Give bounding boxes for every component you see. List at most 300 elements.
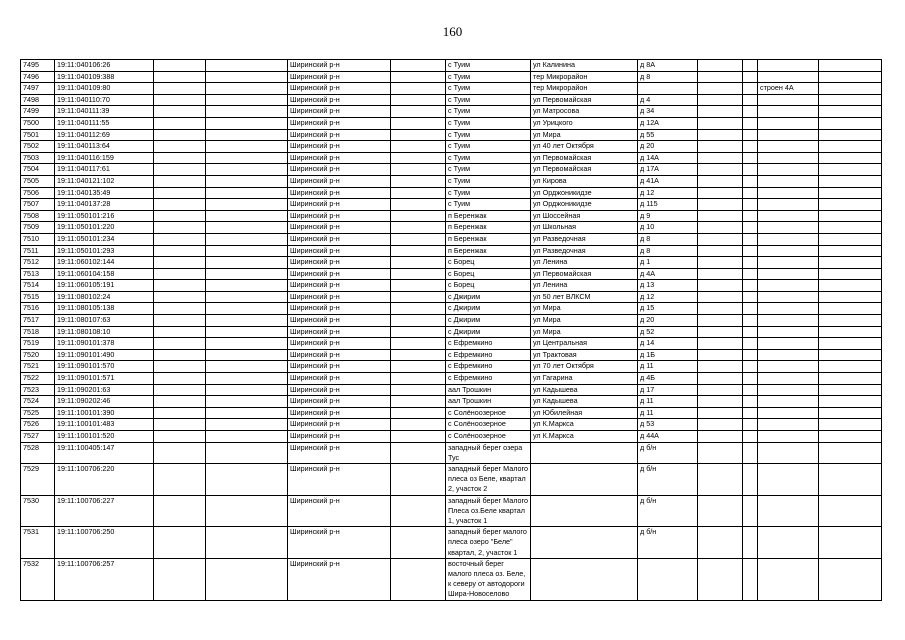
- empty-cell: [743, 175, 758, 187]
- empty-cell: [743, 349, 758, 361]
- street: [531, 558, 638, 600]
- empty-cell: [819, 464, 882, 496]
- empty-cell: [819, 442, 882, 463]
- street: [531, 495, 638, 527]
- empty-cell: [819, 527, 882, 559]
- empty-cell: [819, 94, 882, 106]
- empty-cell: [698, 464, 743, 496]
- building: [758, 495, 819, 527]
- street: ул Разведочная: [531, 233, 638, 245]
- house: д 11: [638, 361, 698, 373]
- empty-cell: [819, 222, 882, 234]
- table-row: [21, 384, 882, 396]
- district: Ширинский р-н: [288, 361, 391, 373]
- empty-cell: [819, 245, 882, 257]
- locality: с Джирим: [446, 291, 531, 303]
- empty-cell: [819, 233, 882, 245]
- cadastral-number: 19:11:080108:10: [55, 326, 154, 338]
- row-number: 7514: [21, 280, 55, 292]
- cadastral-number: 19:11:040110:70: [55, 94, 154, 106]
- empty-cell: [154, 210, 206, 222]
- empty-cell: [154, 175, 206, 187]
- row-number: 7513: [21, 268, 55, 280]
- empty-cell: [698, 210, 743, 222]
- street: [531, 442, 638, 463]
- street: ул Ленина: [531, 257, 638, 269]
- empty-cell: [154, 268, 206, 280]
- empty-cell: [154, 141, 206, 153]
- empty-cell: [391, 338, 446, 350]
- empty-cell: [743, 527, 758, 559]
- empty-cell: [391, 164, 446, 176]
- empty-cell: [743, 326, 758, 338]
- table-row: [21, 141, 882, 153]
- empty-cell: [698, 442, 743, 463]
- table-row: [21, 280, 882, 292]
- street: ул К.Маркса: [531, 419, 638, 431]
- building: [758, 233, 819, 245]
- house: д 10: [638, 222, 698, 234]
- table-row: [21, 527, 882, 559]
- empty-cell: [206, 419, 288, 431]
- house: д 17А: [638, 164, 698, 176]
- row-number: 7532: [21, 558, 55, 600]
- empty-cell: [154, 129, 206, 141]
- building: [758, 349, 819, 361]
- cadastral-number: 19:11:060102:144: [55, 257, 154, 269]
- empty-cell: [391, 141, 446, 153]
- locality: с Борец: [446, 268, 531, 280]
- house: д 52: [638, 326, 698, 338]
- district: Ширинский р-н: [288, 164, 391, 176]
- table-row: [21, 303, 882, 315]
- street: [531, 464, 638, 496]
- house: д 13: [638, 280, 698, 292]
- building: [758, 338, 819, 350]
- cadastral-number: 19:11:040111:55: [55, 117, 154, 129]
- empty-cell: [743, 280, 758, 292]
- locality: с Ефремкино: [446, 338, 531, 350]
- locality: с Ефремкино: [446, 361, 531, 373]
- empty-cell: [206, 152, 288, 164]
- empty-cell: [819, 268, 882, 280]
- house: д 17: [638, 384, 698, 396]
- street: ул Орджоникидзе: [531, 187, 638, 199]
- house: д б/н: [638, 442, 698, 463]
- empty-cell: [391, 384, 446, 396]
- empty-cell: [819, 117, 882, 129]
- empty-cell: [819, 326, 882, 338]
- street: ул Матросова: [531, 106, 638, 118]
- empty-cell: [743, 94, 758, 106]
- house: д 12: [638, 291, 698, 303]
- locality: с Солёноозерное: [446, 431, 531, 443]
- locality: западный берег Малого плеса оз Беле, квартал 2, участок 2: [446, 464, 531, 496]
- empty-cell: [391, 407, 446, 419]
- cadastral-number: 19:11:100706:220: [55, 464, 154, 496]
- row-number: 7523: [21, 384, 55, 396]
- house: д 12: [638, 187, 698, 199]
- district: Ширинский р-н: [288, 527, 391, 559]
- empty-cell: [206, 527, 288, 559]
- table-row: [21, 361, 882, 373]
- district: Ширинский р-н: [288, 303, 391, 315]
- row-number: 7527: [21, 431, 55, 443]
- empty-cell: [206, 222, 288, 234]
- building: [758, 291, 819, 303]
- empty-cell: [743, 60, 758, 72]
- empty-cell: [206, 60, 288, 72]
- empty-cell: [698, 291, 743, 303]
- house: [638, 558, 698, 600]
- empty-cell: [206, 291, 288, 303]
- empty-cell: [819, 349, 882, 361]
- empty-cell: [154, 245, 206, 257]
- empty-cell: [154, 431, 206, 443]
- empty-cell: [206, 83, 288, 95]
- table-row: [21, 187, 882, 199]
- empty-cell: [698, 407, 743, 419]
- district: Ширинский р-н: [288, 315, 391, 327]
- cadastral-number: 19:11:100405:147: [55, 442, 154, 463]
- house: д 8: [638, 245, 698, 257]
- building: [758, 129, 819, 141]
- house: д 4А: [638, 268, 698, 280]
- row-number: 7505: [21, 175, 55, 187]
- empty-cell: [154, 222, 206, 234]
- locality: с Туим: [446, 175, 531, 187]
- empty-cell: [743, 384, 758, 396]
- house: д 14А: [638, 152, 698, 164]
- empty-cell: [819, 199, 882, 211]
- empty-cell: [743, 495, 758, 527]
- house: д б/н: [638, 464, 698, 496]
- empty-cell: [698, 495, 743, 527]
- table-row: [21, 257, 882, 269]
- locality: с Туим: [446, 117, 531, 129]
- empty-cell: [391, 431, 446, 443]
- empty-cell: [206, 117, 288, 129]
- building: [758, 558, 819, 600]
- district: Ширинский р-н: [288, 291, 391, 303]
- house: д 11: [638, 396, 698, 408]
- empty-cell: [819, 83, 882, 95]
- table-row: [21, 338, 882, 350]
- empty-cell: [698, 373, 743, 385]
- table-row: [21, 268, 882, 280]
- empty-cell: [206, 175, 288, 187]
- street: ул Центральная: [531, 338, 638, 350]
- row-number: 7501: [21, 129, 55, 141]
- empty-cell: [154, 187, 206, 199]
- empty-cell: [698, 83, 743, 95]
- building: [758, 373, 819, 385]
- table-row: [21, 129, 882, 141]
- table-row: [21, 222, 882, 234]
- locality: восточный берег малого плеса оз. Беле, к северу от автодороги Шира-Новоселово: [446, 558, 531, 600]
- locality: п Беренжак: [446, 245, 531, 257]
- building: [758, 222, 819, 234]
- empty-cell: [206, 495, 288, 527]
- building: [758, 407, 819, 419]
- empty-cell: [698, 222, 743, 234]
- row-number: 7521: [21, 361, 55, 373]
- empty-cell: [206, 396, 288, 408]
- district: Ширинский р-н: [288, 106, 391, 118]
- table-row: [21, 71, 882, 83]
- empty-cell: [206, 71, 288, 83]
- empty-cell: [206, 384, 288, 396]
- empty-cell: [391, 106, 446, 118]
- empty-cell: [819, 187, 882, 199]
- table-row: [21, 407, 882, 419]
- table-row: [21, 152, 882, 164]
- row-number: 7502: [21, 141, 55, 153]
- empty-cell: [698, 60, 743, 72]
- house: д 4Б: [638, 373, 698, 385]
- empty-cell: [154, 303, 206, 315]
- empty-cell: [819, 60, 882, 72]
- building: [758, 152, 819, 164]
- row-number: 7506: [21, 187, 55, 199]
- street: ул Урицкого: [531, 117, 638, 129]
- district: Ширинский р-н: [288, 245, 391, 257]
- cadastral-number: 19:11:040117:61: [55, 164, 154, 176]
- locality: с Борец: [446, 280, 531, 292]
- house: д 55: [638, 129, 698, 141]
- cadastral-number: 19:11:090101:378: [55, 338, 154, 350]
- street: ул Школьная: [531, 222, 638, 234]
- building: [758, 464, 819, 496]
- empty-cell: [206, 233, 288, 245]
- table-row: [21, 210, 882, 222]
- cadastral-number: 19:11:050101:293: [55, 245, 154, 257]
- empty-cell: [206, 280, 288, 292]
- empty-cell: [206, 245, 288, 257]
- cadastral-number: 19:11:090201:63: [55, 384, 154, 396]
- locality: п Беренжак: [446, 233, 531, 245]
- building: [758, 175, 819, 187]
- district: Ширинский р-н: [288, 199, 391, 211]
- house: д б/н: [638, 495, 698, 527]
- building: [758, 164, 819, 176]
- table-row: [21, 373, 882, 385]
- locality: с Туим: [446, 187, 531, 199]
- empty-cell: [819, 257, 882, 269]
- empty-cell: [743, 558, 758, 600]
- locality: аал Трошкин: [446, 396, 531, 408]
- empty-cell: [206, 407, 288, 419]
- empty-cell: [698, 257, 743, 269]
- empty-cell: [154, 83, 206, 95]
- empty-cell: [698, 152, 743, 164]
- house: д б/н: [638, 527, 698, 559]
- table-row: [21, 291, 882, 303]
- street: ул Мира: [531, 326, 638, 338]
- empty-cell: [154, 152, 206, 164]
- empty-cell: [206, 431, 288, 443]
- empty-cell: [698, 280, 743, 292]
- row-number: 7498: [21, 94, 55, 106]
- empty-cell: [391, 152, 446, 164]
- empty-cell: [154, 338, 206, 350]
- row-number: 7495: [21, 60, 55, 72]
- table-row: [21, 349, 882, 361]
- empty-cell: [154, 199, 206, 211]
- empty-cell: [698, 245, 743, 257]
- cadastral-number: 19:11:050101:234: [55, 233, 154, 245]
- empty-cell: [743, 83, 758, 95]
- building: [758, 106, 819, 118]
- table-row: [21, 245, 882, 257]
- row-number: 7526: [21, 419, 55, 431]
- registry-table: [20, 59, 882, 601]
- cadastral-number: 19:11:090101:571: [55, 373, 154, 385]
- empty-cell: [206, 94, 288, 106]
- empty-cell: [819, 129, 882, 141]
- row-number: 7512: [21, 257, 55, 269]
- locality: с Туим: [446, 141, 531, 153]
- empty-cell: [391, 268, 446, 280]
- row-number: 7510: [21, 233, 55, 245]
- empty-cell: [698, 349, 743, 361]
- empty-cell: [206, 141, 288, 153]
- table-row: [21, 94, 882, 106]
- empty-cell: [743, 373, 758, 385]
- street: ул 70 лет Октября: [531, 361, 638, 373]
- empty-cell: [391, 373, 446, 385]
- house: д 15: [638, 303, 698, 315]
- cadastral-number: 19:11:080105:138: [55, 303, 154, 315]
- empty-cell: [154, 233, 206, 245]
- empty-cell: [698, 71, 743, 83]
- locality: с Солёноозерное: [446, 407, 531, 419]
- empty-cell: [391, 233, 446, 245]
- house: д 12А: [638, 117, 698, 129]
- street: ул Орджоникидзе: [531, 199, 638, 211]
- district: Ширинский р-н: [288, 257, 391, 269]
- building: [758, 361, 819, 373]
- cadastral-number: 19:11:040111:39: [55, 106, 154, 118]
- empty-cell: [743, 233, 758, 245]
- empty-cell: [206, 338, 288, 350]
- empty-cell: [391, 175, 446, 187]
- house: [638, 83, 698, 95]
- table-row: [21, 431, 882, 443]
- empty-cell: [391, 361, 446, 373]
- row-number: 7503: [21, 152, 55, 164]
- district: Ширинский р-н: [288, 349, 391, 361]
- empty-cell: [698, 141, 743, 153]
- empty-cell: [819, 396, 882, 408]
- row-number: 7499: [21, 106, 55, 118]
- empty-cell: [743, 419, 758, 431]
- empty-cell: [698, 199, 743, 211]
- cadastral-number: 19:11:090101:570: [55, 361, 154, 373]
- row-number: 7519: [21, 338, 55, 350]
- empty-cell: [154, 315, 206, 327]
- cadastral-number: 19:11:100101:390: [55, 407, 154, 419]
- cadastral-number: 19:11:100706:250: [55, 527, 154, 559]
- empty-cell: [743, 164, 758, 176]
- empty-cell: [206, 361, 288, 373]
- cadastral-number: 19:11:040106:26: [55, 60, 154, 72]
- empty-cell: [819, 106, 882, 118]
- empty-cell: [206, 106, 288, 118]
- row-number: 7529: [21, 464, 55, 496]
- district: Ширинский р-н: [288, 419, 391, 431]
- street: ул Первомайская: [531, 152, 638, 164]
- table-row: [21, 106, 882, 118]
- building: [758, 187, 819, 199]
- district: Ширинский р-н: [288, 60, 391, 72]
- empty-cell: [206, 187, 288, 199]
- building: [758, 245, 819, 257]
- cadastral-number: 19:11:040113:64: [55, 141, 154, 153]
- row-number: 7525: [21, 407, 55, 419]
- cadastral-number: 19:11:040116:159: [55, 152, 154, 164]
- row-number: 7522: [21, 373, 55, 385]
- row-number: 7511: [21, 245, 55, 257]
- building: [758, 141, 819, 153]
- building: [758, 71, 819, 83]
- cadastral-number: 19:11:040109:80: [55, 83, 154, 95]
- district: Ширинский р-н: [288, 558, 391, 600]
- empty-cell: [391, 303, 446, 315]
- empty-cell: [819, 210, 882, 222]
- empty-cell: [819, 373, 882, 385]
- district: Ширинский р-н: [288, 129, 391, 141]
- empty-cell: [391, 83, 446, 95]
- empty-cell: [391, 187, 446, 199]
- building: [758, 384, 819, 396]
- empty-cell: [391, 495, 446, 527]
- empty-cell: [819, 303, 882, 315]
- empty-cell: [819, 71, 882, 83]
- empty-cell: [206, 373, 288, 385]
- cadastral-number: 19:11:050101:216: [55, 210, 154, 222]
- cadastral-number: 19:11:050101:220: [55, 222, 154, 234]
- empty-cell: [743, 141, 758, 153]
- street: ул К.Маркса: [531, 431, 638, 443]
- empty-cell: [698, 233, 743, 245]
- empty-cell: [819, 280, 882, 292]
- building: [758, 419, 819, 431]
- empty-cell: [154, 94, 206, 106]
- district: Ширинский р-н: [288, 117, 391, 129]
- street: ул Кадышева: [531, 396, 638, 408]
- street: ул Первомайская: [531, 164, 638, 176]
- table-row: [21, 326, 882, 338]
- district: Ширинский р-н: [288, 94, 391, 106]
- empty-cell: [206, 315, 288, 327]
- district: Ширинский р-н: [288, 187, 391, 199]
- empty-cell: [154, 361, 206, 373]
- empty-cell: [391, 291, 446, 303]
- district: Ширинский р-н: [288, 384, 391, 396]
- empty-cell: [743, 338, 758, 350]
- street: ул Шоссейная: [531, 210, 638, 222]
- table-row: [21, 464, 882, 496]
- cadastral-number: 19:11:080102:24: [55, 291, 154, 303]
- empty-cell: [154, 527, 206, 559]
- district: Ширинский р-н: [288, 152, 391, 164]
- house: д 34: [638, 106, 698, 118]
- locality: с Солёноозерное: [446, 419, 531, 431]
- cadastral-number: 19:11:040135:49: [55, 187, 154, 199]
- empty-cell: [391, 71, 446, 83]
- empty-cell: [698, 94, 743, 106]
